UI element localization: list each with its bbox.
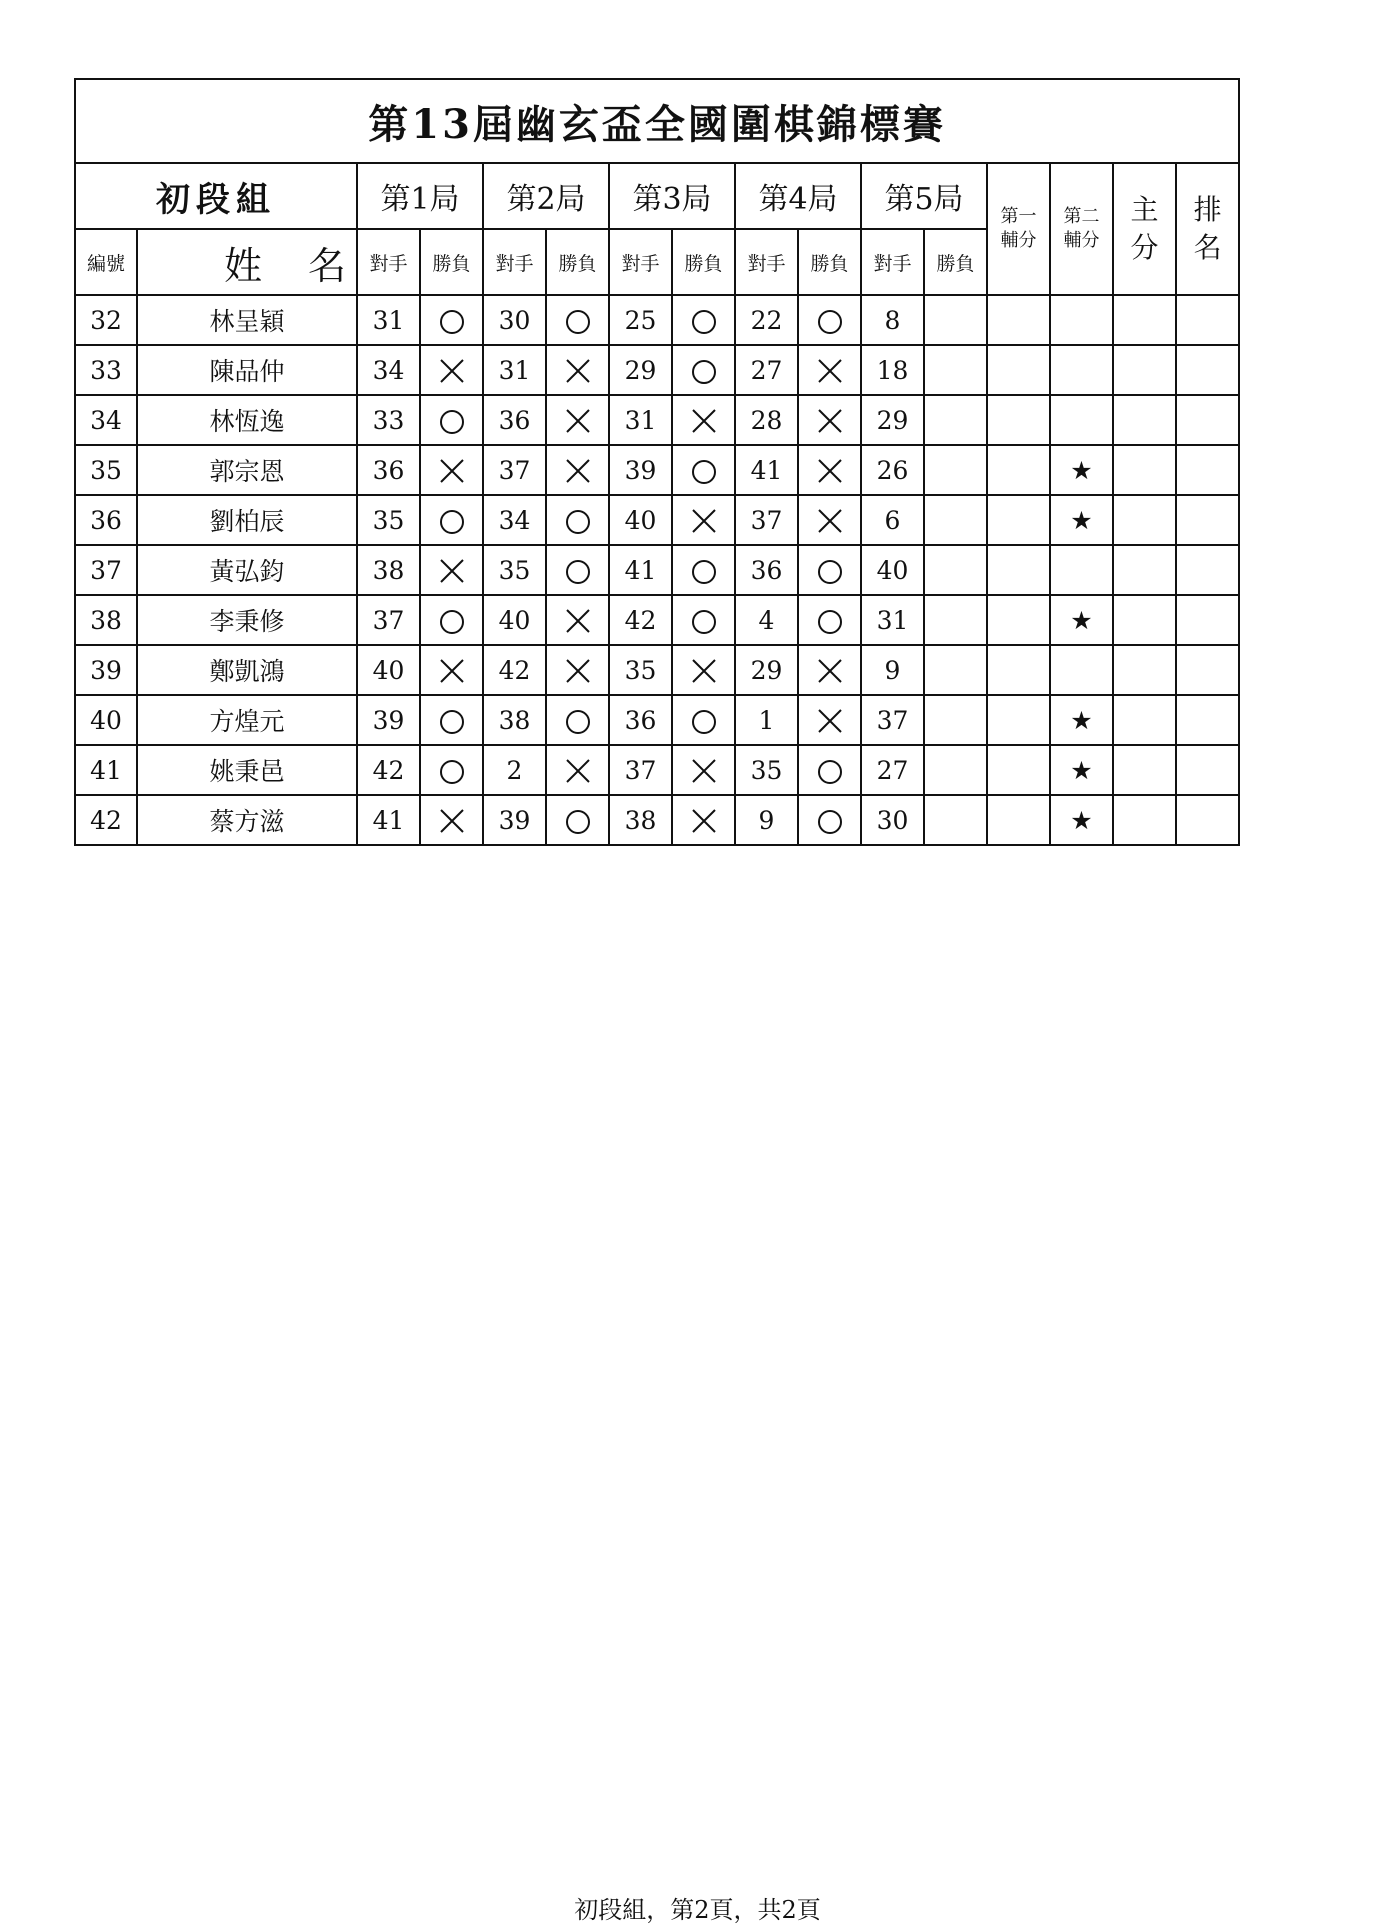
loss-cross-icon (690, 407, 718, 435)
loss-cross-icon (816, 457, 844, 485)
round-1-opponent: 40 (357, 645, 420, 695)
round-2-opponent: 34 (483, 495, 546, 545)
round-5-opponent: 31 (861, 595, 924, 645)
main-score (1113, 495, 1176, 545)
player-name: 陳品仲 (137, 345, 357, 395)
aux-score-2 (1050, 295, 1113, 345)
round-2-result (546, 495, 609, 545)
round-5-result (924, 345, 987, 395)
win-circle-icon (566, 310, 590, 334)
round-2-result (546, 295, 609, 345)
round-2-opponent: 36 (483, 395, 546, 445)
loss-cross-icon (816, 407, 844, 435)
win-circle-icon (692, 310, 716, 334)
main-score (1113, 595, 1176, 645)
round-3-opponent: 40 (609, 495, 672, 545)
aux-score-2: ★ (1050, 595, 1113, 645)
round-4-opponent: 29 (735, 645, 798, 695)
round-5-opponent: 37 (861, 695, 924, 745)
round-1-result (420, 695, 483, 745)
table-row (75, 345, 1239, 395)
round-3-opponent: 35 (609, 645, 672, 695)
round-3-opponent: 37 (609, 745, 672, 795)
player-name: 林恆逸 (137, 395, 357, 445)
round-4-result (798, 595, 861, 645)
rank (1176, 495, 1239, 545)
round-2-opponent: 39 (483, 795, 546, 845)
round-2-result (546, 645, 609, 695)
document-title: 第13屆幽玄盃全國圍棋錦標賽 (75, 79, 1239, 163)
player-id: 32 (75, 295, 137, 345)
table-row (75, 745, 1239, 795)
player-name: 黃弘鈞 (137, 545, 357, 595)
round-1-result (420, 795, 483, 845)
win-circle-icon (566, 560, 590, 584)
win-circle-icon (440, 310, 464, 334)
aux-score-1 (987, 795, 1050, 845)
aux1-line2: 輔分 (1000, 230, 1037, 251)
main-score-header (1113, 163, 1176, 295)
group-label: 初段組 (75, 163, 357, 229)
round-5-opponent: 6 (861, 495, 924, 545)
round-3-result (672, 595, 735, 645)
rank (1176, 395, 1239, 445)
r2-opp-header: 對手 (483, 229, 546, 295)
loss-cross-icon (816, 357, 844, 385)
round-4-result (798, 545, 861, 595)
round-4-opponent: 27 (735, 345, 798, 395)
aux-score-1 (987, 295, 1050, 345)
loss-cross-icon (438, 807, 466, 835)
name-header-char1: 姓 (223, 243, 262, 288)
aux-score-2 (1050, 395, 1113, 445)
aux-score-2 (1050, 645, 1113, 695)
loss-cross-icon (564, 407, 592, 435)
win-circle-icon (440, 510, 464, 534)
round-1-opponent: 33 (357, 395, 420, 445)
round-1-opponent: 31 (357, 295, 420, 345)
r1-opp-header: 對手 (357, 229, 420, 295)
round-1-opponent: 41 (357, 795, 420, 845)
win-circle-icon (566, 510, 590, 534)
aux-score-1 (987, 695, 1050, 745)
player-name: 郭宗恩 (137, 445, 357, 495)
round-4-result (798, 445, 861, 495)
player-name: 方煌元 (137, 695, 357, 745)
rank-line2: 名 (1193, 231, 1222, 264)
player-id: 33 (75, 345, 137, 395)
round-5-result (924, 695, 987, 745)
round-1-opponent: 35 (357, 495, 420, 545)
player-id: 39 (75, 645, 137, 695)
win-circle-icon (440, 710, 464, 734)
player-name: 姚秉邑 (137, 745, 357, 795)
round-5-result (924, 595, 987, 645)
round-3-result (672, 545, 735, 595)
round-4-opponent: 4 (735, 595, 798, 645)
win-circle-icon (818, 810, 842, 834)
win-circle-icon (692, 560, 716, 584)
round-1-opponent: 38 (357, 545, 420, 595)
round-4-opponent: 28 (735, 395, 798, 445)
win-circle-icon (566, 810, 590, 834)
round-3-result (672, 445, 735, 495)
round-3-opponent: 36 (609, 695, 672, 745)
loss-cross-icon (690, 657, 718, 685)
aux-score-2: ★ (1050, 695, 1113, 745)
round-3-result (672, 645, 735, 695)
aux-score-2: ★ (1050, 745, 1113, 795)
results-table (74, 78, 1240, 846)
round-1-result (420, 545, 483, 595)
round-2-result (546, 345, 609, 395)
r5-opp-header: 對手 (861, 229, 924, 295)
round-3-opponent: 31 (609, 395, 672, 445)
table-row (75, 795, 1239, 845)
round-2-header: 第2局 (483, 163, 609, 229)
loss-cross-icon (564, 357, 592, 385)
round-4-result (798, 645, 861, 695)
r3-result-header: 勝負 (672, 229, 735, 295)
round-5-opponent: 29 (861, 395, 924, 445)
round-4-opponent: 36 (735, 545, 798, 595)
aux2-line1: 第二 (1063, 206, 1100, 227)
round-5-result (924, 295, 987, 345)
main-score (1113, 395, 1176, 445)
rank (1176, 745, 1239, 795)
round-2-result (546, 745, 609, 795)
player-id: 34 (75, 395, 137, 445)
table-row (75, 545, 1239, 595)
rank (1176, 345, 1239, 395)
rank (1176, 295, 1239, 345)
round-5-opponent: 40 (861, 545, 924, 595)
round-4-result (798, 345, 861, 395)
loss-cross-icon (564, 757, 592, 785)
player-id: 35 (75, 445, 137, 495)
player-name: 鄭凱鴻 (137, 645, 357, 695)
aux-score-1 (987, 745, 1050, 795)
round-5-result (924, 645, 987, 695)
round-1-result (420, 745, 483, 795)
round-1-result (420, 445, 483, 495)
round-2-result (546, 695, 609, 745)
win-circle-icon (692, 710, 716, 734)
round-3-result (672, 345, 735, 395)
main-score (1113, 545, 1176, 595)
main-score (1113, 295, 1176, 345)
round-3-opponent: 39 (609, 445, 672, 495)
round-4-opponent: 37 (735, 495, 798, 545)
loss-cross-icon (438, 357, 466, 385)
round-3-result (672, 495, 735, 545)
round-4-result (798, 395, 861, 445)
round-5-opponent: 8 (861, 295, 924, 345)
round-3-opponent: 41 (609, 545, 672, 595)
round-3-opponent: 38 (609, 795, 672, 845)
main-line1: 主 (1130, 193, 1159, 226)
results-body (75, 79, 1239, 845)
rank (1176, 545, 1239, 595)
r1-result-header: 勝負 (420, 229, 483, 295)
loss-cross-icon (438, 557, 466, 585)
loss-cross-icon (816, 507, 844, 535)
loss-cross-icon (690, 807, 718, 835)
round-5-result (924, 745, 987, 795)
round-2-opponent: 35 (483, 545, 546, 595)
round-1-opponent: 42 (357, 745, 420, 795)
round-3-result (672, 795, 735, 845)
r4-result-header: 勝負 (798, 229, 861, 295)
round-2-opponent: 37 (483, 445, 546, 495)
aux-score-2 (1050, 345, 1113, 395)
loss-cross-icon (564, 657, 592, 685)
name-header (137, 229, 357, 295)
round-5-result (924, 395, 987, 445)
round-2-opponent: 2 (483, 745, 546, 795)
round-1-opponent: 37 (357, 595, 420, 645)
aux-score-1 (987, 645, 1050, 695)
round-2-opponent: 31 (483, 345, 546, 395)
round-2-opponent: 30 (483, 295, 546, 345)
aux-score-2 (1050, 545, 1113, 595)
round-5-result (924, 445, 987, 495)
round-3-result (672, 295, 735, 345)
table-row (75, 695, 1239, 745)
player-name: 劉柏辰 (137, 495, 357, 545)
main-line2: 分 (1130, 231, 1159, 264)
rank-header (1176, 163, 1239, 295)
r3-opp-header: 對手 (609, 229, 672, 295)
round-4-opponent: 35 (735, 745, 798, 795)
round-4-result (798, 695, 861, 745)
round-5-opponent: 30 (861, 795, 924, 845)
player-id: 41 (75, 745, 137, 795)
win-circle-icon (692, 610, 716, 634)
aux-score-2-header (1050, 163, 1113, 295)
rank-line1: 排 (1193, 193, 1222, 226)
player-id: 40 (75, 695, 137, 745)
loss-cross-icon (690, 507, 718, 535)
page-footer: 初段組，第2頁，共2頁 (574, 1896, 821, 1924)
round-2-result (546, 395, 609, 445)
round-5-result (924, 495, 987, 545)
round-1-result (420, 295, 483, 345)
round-1-opponent: 34 (357, 345, 420, 395)
round-1-opponent: 36 (357, 445, 420, 495)
round-4-header: 第4局 (735, 163, 861, 229)
round-5-header: 第5局 (861, 163, 987, 229)
table-row (75, 645, 1239, 695)
main-score (1113, 345, 1176, 395)
win-circle-icon (818, 560, 842, 584)
round-5-opponent: 9 (861, 645, 924, 695)
main-score (1113, 795, 1176, 845)
round-3-opponent: 42 (609, 595, 672, 645)
loss-cross-icon (816, 707, 844, 735)
player-id: 38 (75, 595, 137, 645)
win-circle-icon (692, 460, 716, 484)
win-circle-icon (440, 760, 464, 784)
player-id: 42 (75, 795, 137, 845)
round-1-result (420, 595, 483, 645)
main-score (1113, 745, 1176, 795)
round-1-result (420, 345, 483, 395)
main-score (1113, 645, 1176, 695)
id-header: 編號 (75, 229, 137, 295)
round-5-opponent: 27 (861, 745, 924, 795)
round-1-header: 第1局 (357, 163, 483, 229)
loss-cross-icon (564, 607, 592, 635)
player-name: 林呈穎 (137, 295, 357, 345)
win-circle-icon (692, 360, 716, 384)
win-circle-icon (440, 610, 464, 634)
rank (1176, 645, 1239, 695)
win-circle-icon (566, 710, 590, 734)
round-1-result (420, 395, 483, 445)
loss-cross-icon (438, 457, 466, 485)
player-id: 37 (75, 545, 137, 595)
aux-score-2: ★ (1050, 795, 1113, 845)
win-circle-icon (818, 610, 842, 634)
aux-score-1 (987, 345, 1050, 395)
round-4-opponent: 22 (735, 295, 798, 345)
table-row (75, 595, 1239, 645)
round-4-result (798, 295, 861, 345)
table-row (75, 445, 1239, 495)
round-4-result (798, 495, 861, 545)
name-header-char2: 名 (307, 243, 346, 288)
round-2-result (546, 545, 609, 595)
rank (1176, 445, 1239, 495)
aux-score-1 (987, 445, 1050, 495)
win-circle-icon (440, 410, 464, 434)
round-3-opponent: 25 (609, 295, 672, 345)
round-1-result (420, 495, 483, 545)
round-2-result (546, 795, 609, 845)
player-name: 李秉修 (137, 595, 357, 645)
round-4-opponent: 9 (735, 795, 798, 845)
aux-score-1 (987, 545, 1050, 595)
round-4-opponent: 41 (735, 445, 798, 495)
loss-cross-icon (564, 457, 592, 485)
round-4-opponent: 1 (735, 695, 798, 745)
round-2-opponent: 38 (483, 695, 546, 745)
main-score (1113, 695, 1176, 745)
player-name: 蔡方滋 (137, 795, 357, 845)
rank (1176, 595, 1239, 645)
round-1-result (420, 645, 483, 695)
win-circle-icon (818, 760, 842, 784)
r5-result-header: 勝負 (924, 229, 987, 295)
round-2-opponent: 42 (483, 645, 546, 695)
aux-score-1 (987, 495, 1050, 545)
table-row (75, 295, 1239, 345)
win-circle-icon (818, 310, 842, 334)
aux-score-2: ★ (1050, 495, 1113, 545)
round-3-opponent: 29 (609, 345, 672, 395)
round-3-result (672, 745, 735, 795)
aux1-line1: 第一 (1000, 206, 1037, 227)
round-4-result (798, 795, 861, 845)
loss-cross-icon (438, 657, 466, 685)
round-1-opponent: 39 (357, 695, 420, 745)
round-3-header: 第3局 (609, 163, 735, 229)
round-3-result (672, 695, 735, 745)
round-5-opponent: 18 (861, 345, 924, 395)
aux2-line2: 輔分 (1063, 230, 1100, 251)
main-score (1113, 445, 1176, 495)
round-4-result (798, 745, 861, 795)
round-3-result (672, 395, 735, 445)
aux-score-1-header (987, 163, 1050, 295)
round-2-opponent: 40 (483, 595, 546, 645)
round-5-opponent: 26 (861, 445, 924, 495)
aux-score-1 (987, 395, 1050, 445)
table-row (75, 495, 1239, 545)
round-2-result (546, 595, 609, 645)
r2-result-header: 勝負 (546, 229, 609, 295)
table-row (75, 395, 1239, 445)
aux-score-2: ★ (1050, 445, 1113, 495)
loss-cross-icon (816, 657, 844, 685)
aux-score-1 (987, 595, 1050, 645)
player-id: 36 (75, 495, 137, 545)
rank (1176, 695, 1239, 745)
r4-opp-header: 對手 (735, 229, 798, 295)
loss-cross-icon (690, 757, 718, 785)
round-5-result (924, 545, 987, 595)
round-5-result (924, 795, 987, 845)
round-2-result (546, 445, 609, 495)
rank (1176, 795, 1239, 845)
